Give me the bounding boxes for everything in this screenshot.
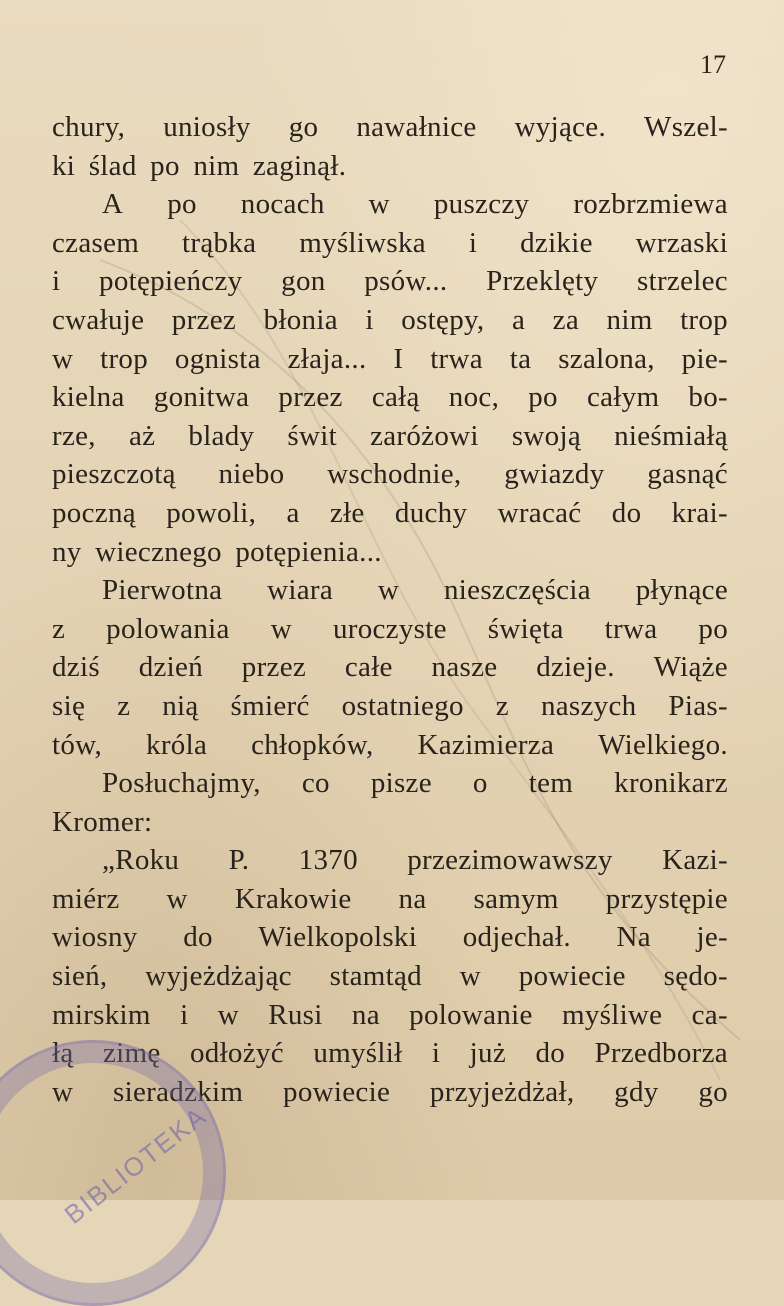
text-line: wiosny do Wielkopolski odjechał. Na je‑: [52, 921, 728, 954]
text-line: ki ślad po nim zaginął.: [52, 149, 347, 182]
text-line: Kromer:: [52, 805, 153, 838]
text-line: pieszczotą niebo wschodnie, gwiazdy gasnąć: [52, 458, 728, 491]
text-line: łą zimę odłożyć umyślił i już do Przedborza: [52, 1037, 728, 1070]
text-line: się z nią śmierć ostatniego z naszych Pias‑: [52, 689, 728, 722]
text-line: w trop ognista złaja... I trwa ta szalona, pie‑: [52, 342, 728, 375]
text-line: ny wiecznego potępienia...: [52, 535, 382, 568]
text-line: z polowania w uroczyste święta trwa po: [52, 612, 728, 645]
text-line: Posłuchajmy, co pisze o tem kronikarz: [102, 767, 728, 800]
text-line: i potępieńczy gon psów... Przeklęty strzelec: [52, 265, 728, 298]
text-line: rze, aż blady świt zaróżowi swoją nieśmiałą: [52, 419, 728, 452]
text-line: chury, uniosły go nawałnice wyjące. Wszel‑: [52, 111, 728, 143]
text-line: miérz w Krakowie na samym przystępie: [52, 882, 728, 915]
text-line: w sieradzkim powiecie przyjeżdżał, gdy go: [52, 1075, 728, 1108]
text-line: dziś dzień przez całe nasze dzieje. Wiąże: [52, 651, 728, 684]
page-number: 17: [700, 50, 726, 79]
text-line: „Roku P. 1370 przezimowawszy Kazi‑: [102, 844, 728, 877]
text-line: cwałuje przez błonia i ostępy, a za nim trop: [52, 303, 728, 336]
text-line: mirskim i w Rusi na polowanie myśliwe ca‑: [52, 998, 728, 1031]
text-line: Pierwotna wiara w nieszczęścia płynące: [102, 574, 728, 607]
text-line: sień, wyjeżdżając stamtąd w powiecie sędo‑: [52, 960, 728, 993]
text-line: A po nocach w puszczy rozbrzmiewa: [102, 188, 728, 221]
text-line: tów, króla chłopków, Kazimierza Wielkiego.: [52, 728, 728, 761]
library-stamp-text: BIBLIOTEKA: [58, 1100, 213, 1230]
text-line: czasem trąbka myśliwska i dzikie wrzaski: [52, 226, 728, 259]
text-line: poczną powoli, a złe duchy wracać do krai‑: [52, 496, 728, 529]
body-text: [52, 108, 728, 1111]
text-line: kielna gonitwa przez całą noc, po całym bo‑: [52, 381, 728, 414]
